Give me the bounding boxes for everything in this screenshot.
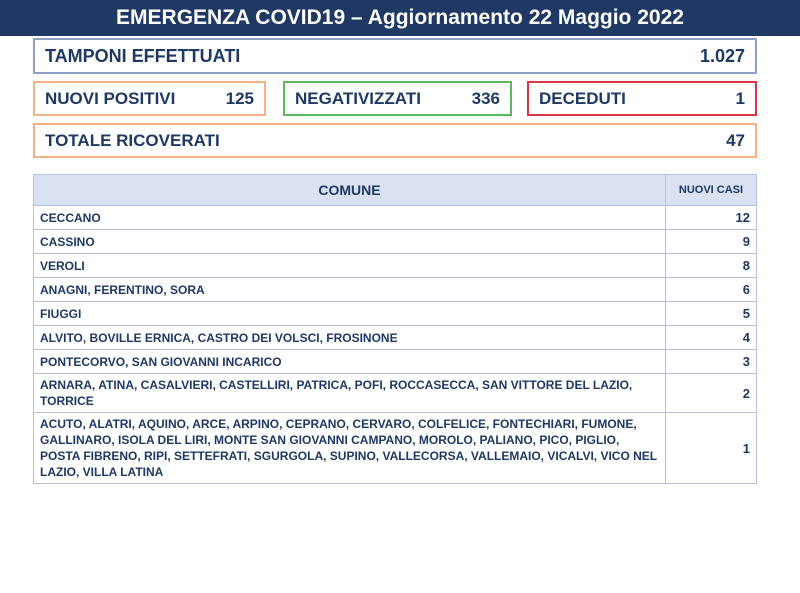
casi-cell: 6 bbox=[666, 278, 757, 302]
cases-table bbox=[33, 174, 757, 484]
negativizzati-label: NEGATIVIZZATI bbox=[295, 88, 421, 108]
deceduti-value: 1 bbox=[735, 88, 745, 108]
tamponi-label: TAMPONI EFFETTUATI bbox=[45, 45, 241, 66]
positivi-label: NUOVI POSITIVI bbox=[45, 88, 176, 108]
table-row bbox=[34, 413, 757, 484]
comune-cell: PONTECORVO, SAN GIOVANNI INCARICO bbox=[34, 350, 666, 374]
tamponi-box bbox=[33, 38, 757, 74]
comune-cell: ANAGNI, FERENTINO, SORA bbox=[34, 278, 666, 302]
comune-cell: VEROLI bbox=[34, 254, 666, 278]
casi-cell: 2 bbox=[666, 374, 757, 413]
table-row bbox=[34, 254, 757, 278]
casi-cell: 1 bbox=[666, 413, 757, 484]
positivi-value: 125 bbox=[225, 88, 254, 108]
comune-cell: CECCANO bbox=[34, 206, 666, 230]
table-row bbox=[34, 302, 757, 326]
casi-cell: 12 bbox=[666, 206, 757, 230]
comune-cell: ARNARA, ATINA, CASALVIERI, CASTELLIRI, PATRICA, POFI, ROCCASECCA, SAN VITTORE DEL LAZIO, TORRICE bbox=[34, 374, 666, 413]
deceduti-label: DECEDUTI bbox=[539, 88, 626, 108]
table-row bbox=[34, 326, 757, 350]
ricoverati-label: TOTALE RICOVERATI bbox=[45, 130, 220, 150]
deceduti-box bbox=[527, 81, 757, 116]
tamponi-value: 1.027 bbox=[699, 45, 745, 66]
comune-cell: ACUTO, ALATRI, AQUINO, ARCE, ARPINO, CEPRANO, CERVARO, COLFELICE, FONTECHIARI, FUMONE, GALLINARO, ISOLA DEL LIRI, MONTE SAN GIOVANNI CAMPANO, MOROLO, PALIANO, PICO, PIGLIO, POSTA FIBRENO, RIPI, SETTEFRATI, SGURGOLA, SUPINO, VALLECORSA, VALLEMAIO, VICALVI, VICO NEL LAZIO, VILLA LATINA bbox=[34, 413, 666, 484]
report-title: EMERGENZA COVID19 – Aggiornamento 22 Maggio 2022 bbox=[116, 6, 684, 29]
casi-cell: 8 bbox=[666, 254, 757, 278]
col-comune: COMUNE bbox=[34, 175, 666, 206]
casi-cell: 9 bbox=[666, 230, 757, 254]
negativizzati-box bbox=[283, 81, 512, 116]
casi-cell: 5 bbox=[666, 302, 757, 326]
col-nuovi-casi: NUOVI CASI bbox=[666, 175, 757, 206]
table-row bbox=[34, 278, 757, 302]
casi-cell: 4 bbox=[666, 326, 757, 350]
report-header bbox=[0, 0, 800, 36]
table-row bbox=[34, 350, 757, 374]
comune-cell: FIUGGI bbox=[34, 302, 666, 326]
table-row bbox=[34, 230, 757, 254]
table-header-row bbox=[34, 175, 757, 206]
positivi-box bbox=[33, 81, 266, 116]
comune-cell: CASSINO bbox=[34, 230, 666, 254]
negativizzati-value: 336 bbox=[471, 88, 500, 108]
ricoverati-box bbox=[33, 123, 757, 158]
casi-cell: 3 bbox=[666, 350, 757, 374]
table-row bbox=[34, 374, 757, 413]
ricoverati-value: 47 bbox=[726, 130, 745, 150]
comune-cell: ALVITO, BOVILLE ERNICA, CASTRO DEI VOLSCI, FROSINONE bbox=[34, 326, 666, 350]
table-row bbox=[34, 206, 757, 230]
